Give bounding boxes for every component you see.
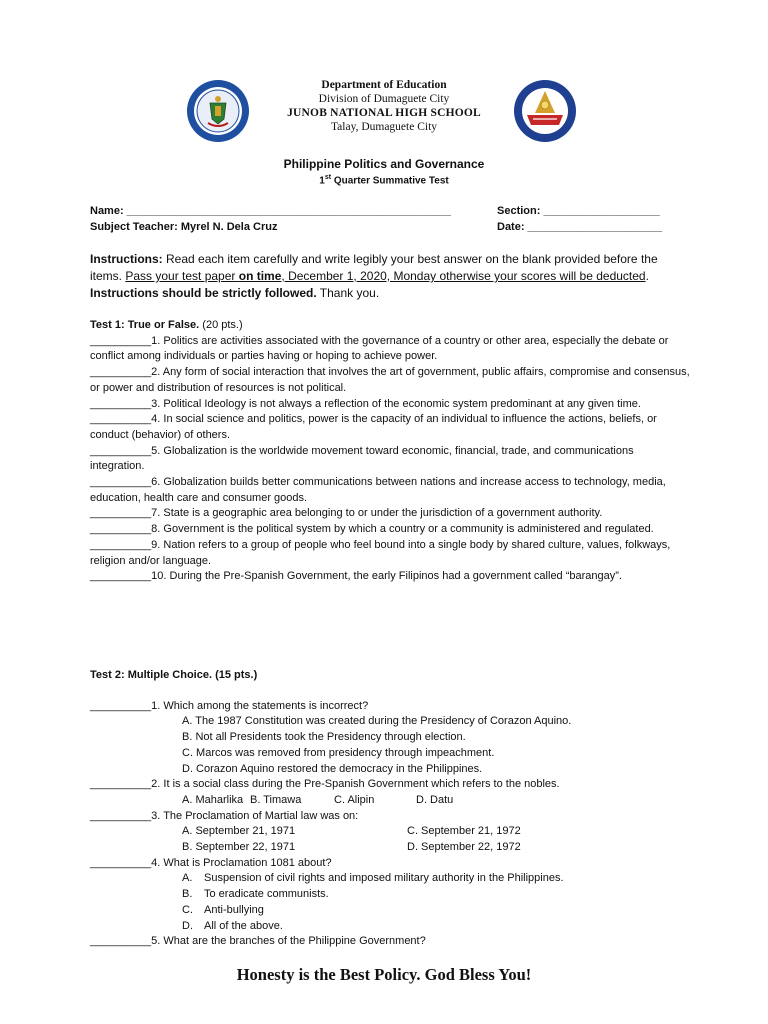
date-field-line: Date: ______________________ (497, 221, 663, 233)
instructions (90, 251, 690, 302)
tf-item: __________9. Nation refers to a group of people who feel bound into a single body by shared culture, values, folkways, religion and/or language. (90, 538, 671, 567)
mc-option: D. Corazon Aquino restored the democracy in the Philippines. (182, 762, 483, 775)
school-name: JUNOB NATIONAL HIGH SCHOOL (287, 107, 481, 119)
mc-option (182, 871, 690, 887)
tf-item: __________1. Politics are activities associated with the governance of a country or other area, especially the debate or conflict among individuals or parties having or hoping to achieve power. (90, 334, 669, 363)
mc-option-text: All of the above. (204, 919, 283, 932)
tf-item: __________10. During the Pre-Spanish Government, the early Filipinos had a government called “barangay”. (90, 570, 622, 583)
instructions-text: Read each item carefully and write legibly your best answer on the blank provided before the items. (90, 252, 658, 283)
mc-question: __________3. The Proclamation of Martial law was on: (90, 809, 359, 822)
tf-item: __________2. Any form of social interaction that involves the art of government, public affairs, compromise and consensus, or power and distribution of resources is not political. (90, 366, 690, 394)
subject-title: Philippine Politics and Governance (283, 157, 485, 171)
mc-option (182, 903, 690, 919)
instructions-thanks: Thank you. (316, 286, 380, 300)
mc-option-text: To eradicate communists. (204, 888, 329, 901)
division-name: Division of Dumaguete City (318, 93, 450, 105)
deadline-note (125, 269, 645, 283)
mc-option: C. Alipin (334, 793, 375, 806)
tf-item: __________7. State is a geographic area belonging to or under the jurisdiction of a government authority. (90, 507, 603, 520)
mc-option: A. The 1987 Constitution was created during the Presidency of Corazon Aquino. (182, 715, 572, 728)
subject-teacher: Subject Teacher: Myrel N. Dela Cruz (90, 221, 278, 233)
mc-option-text: Suspension of civil rights and imposed military authority in the Philippines. (204, 872, 564, 885)
mc-option: C. September 21, 1972 (407, 825, 521, 838)
deadline-emphasis: on time (238, 269, 282, 283)
section-field-line: Section: ___________________ (497, 205, 660, 217)
mc-option: B. Timawa (250, 793, 302, 806)
mc-question: __________2. It is a social class during the Pre-Spanish Government which refers to the nobles. (90, 778, 560, 791)
mc-option-letter: D. (182, 919, 193, 932)
test2-heading: Test 2: Multiple Choice. (15 pts.) (90, 669, 258, 681)
test1-section (90, 318, 690, 585)
exam-ordinal: 1 (319, 175, 325, 187)
mc-question: __________4. What is Proclamation 1081 about? (90, 856, 332, 869)
exam-title (0, 174, 768, 186)
tf-item: __________8. Government is the political system by which a country or a community is administered and regulated. (90, 523, 654, 536)
mc-option: B. Not all Presidents took the Presidency through election. (182, 731, 466, 744)
tf-item: __________5. Globalization is the worldwide movement toward economic, financial, trade, and communications integration. (90, 444, 634, 473)
mc-option-letter: B. (182, 888, 193, 901)
mc-option-text: Anti-bullying (204, 903, 264, 916)
mc-option: D. Datu (416, 793, 454, 806)
tf-item: __________3. Political Ideology is not always a reflection of the economic system predominant at any given time. (90, 397, 641, 410)
mc-options-row (182, 793, 690, 809)
exam-title-rest: Quarter Summative Test (331, 175, 449, 187)
test1-heading-bold: Test 1: True or False. (90, 319, 200, 331)
test1-points: (20 pts.) (199, 319, 243, 331)
footer-motto: Honesty is the Best Policy. God Bless You! (236, 965, 532, 984)
school-address: Talay, Dumaguete City (330, 121, 438, 133)
exam-ordinal-suffix: st (324, 174, 332, 181)
tf-item: __________4. In social science and politics, power is the capacity of an individual to influence the actions, beliefs, or conduct (behavior) of others. (90, 413, 657, 441)
tf-item: __________6. Globalization builds better communications between nations and increase access to technology, media, education, health care and consumer goods. (90, 476, 666, 504)
test1-heading (90, 318, 690, 334)
mc-option: A. Maharlika (182, 793, 244, 806)
mc-option-letter: C. (182, 903, 193, 916)
instructions-label: Instructions: (90, 252, 163, 266)
mc-options-grid (182, 824, 690, 855)
mc-option (182, 887, 690, 903)
instructions-sep: . (645, 269, 649, 283)
test2-section (90, 668, 690, 950)
name-field-line: Name: _____________________________________________________ (90, 205, 451, 217)
mc-option: D. September 22, 1972 (407, 841, 521, 854)
deadline-text-1: Pass your test paper (125, 269, 239, 283)
mc-option: B. September 22, 1971 (182, 841, 296, 854)
mc-option (182, 919, 690, 935)
deadline-text-2: , December 1, 2020, Monday otherwise your scores will be deducted (281, 269, 646, 283)
mc-question: __________5. What are the branches of the Philippine Government? (90, 935, 426, 948)
mc-question: __________1. Which among the statements is incorrect? (90, 699, 369, 712)
department-name: Department of Education (321, 79, 447, 91)
letterhead (240, 78, 528, 134)
mc-option: A. September 21, 1971 (182, 825, 296, 838)
instructions-emphasis: Instructions should be strictly followed. (90, 286, 317, 300)
mc-option: C. Marcos was removed from presidency through impeachment. (182, 746, 495, 759)
mc-option-letter: A. (182, 872, 193, 885)
